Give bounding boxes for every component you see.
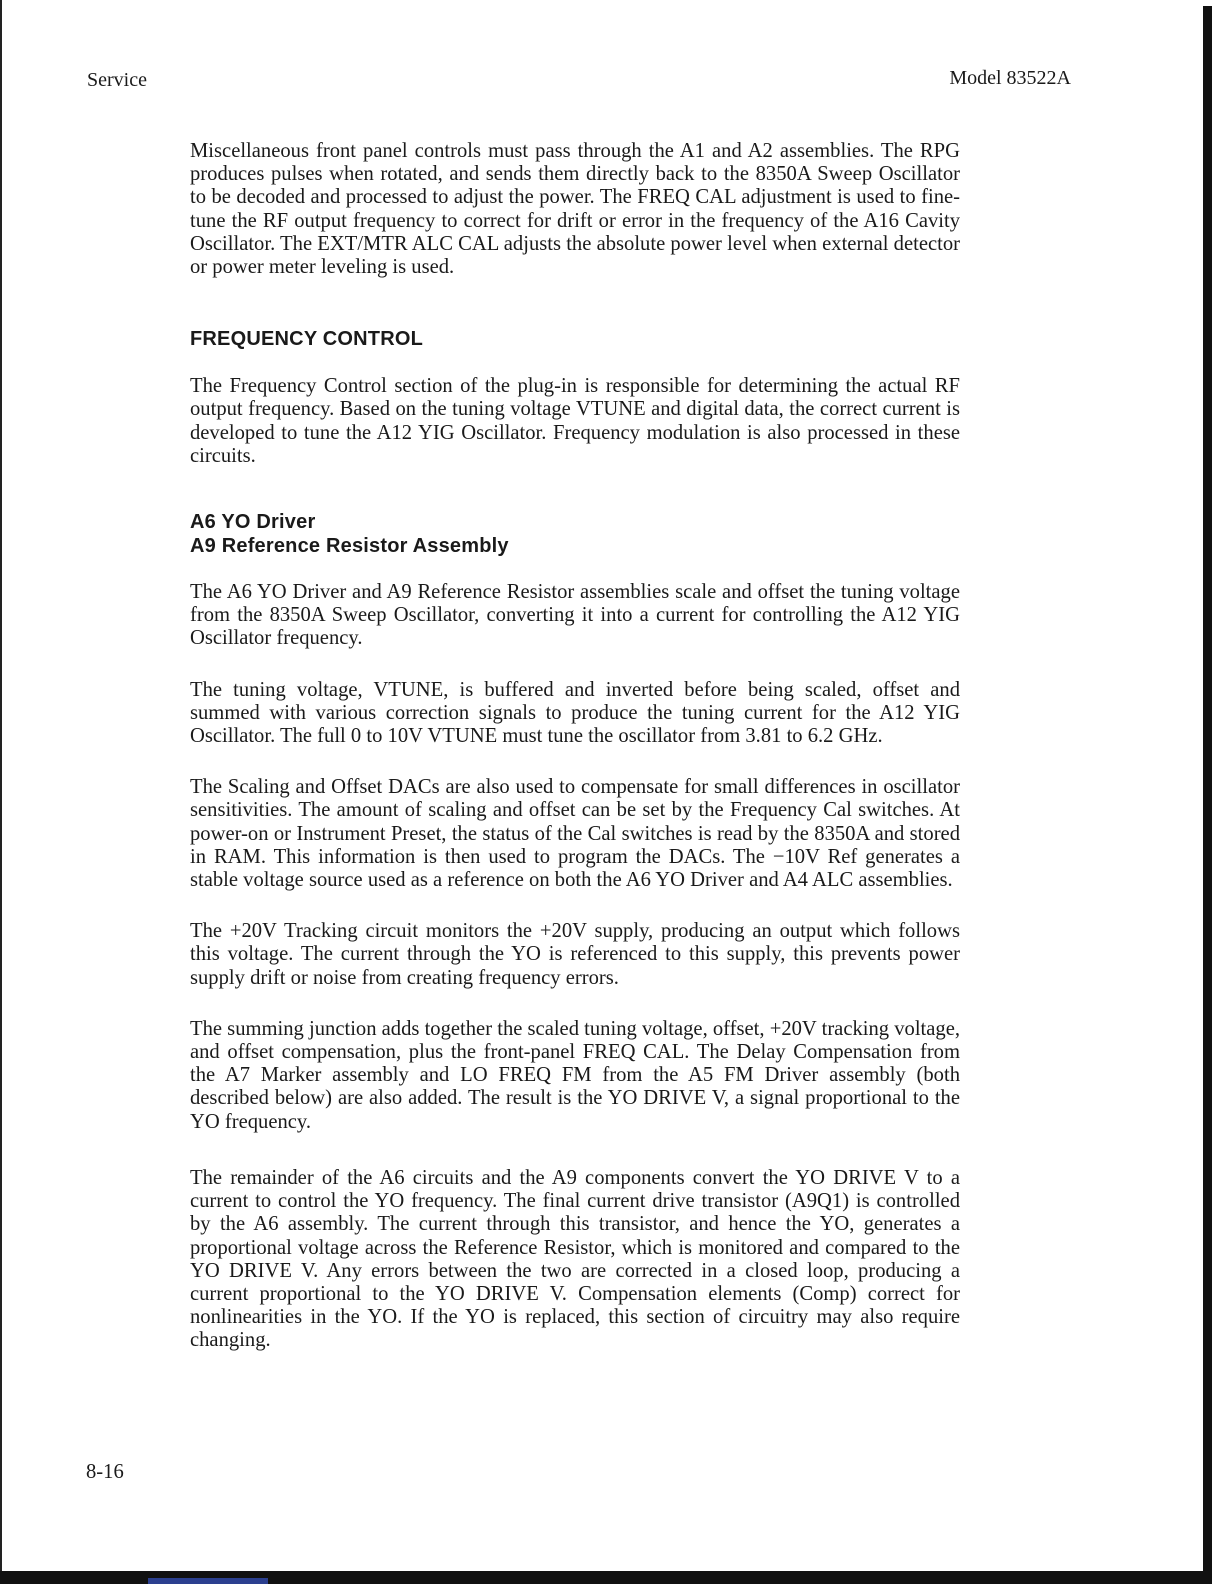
yo-driver-paragraph-2: The tuning voltage, VTUNE, is buffered and inverted before being scaled, offset and summed with various correction signals to produce the tuning current for the A12 YIG Oscillator. The full 0 to 10V VTUNE must tune the oscillator from 3.81 to 6.2 GHz.: [190, 678, 960, 748]
running-header-section: Service: [87, 69, 147, 91]
left-border-line: [0, 0, 2, 1584]
yo-driver-paragraph-4: The +20V Tracking circuit monitors the +20V supply, producing an output which follows this voltage. The current through the YO is referenced to this supply, this prevents power supply drift or noise from creating frequency errors.: [190, 920, 960, 989]
page-number: 8-16: [86, 1461, 124, 1483]
page-body: [190, 140, 960, 1353]
right-border-bar: [1203, 6, 1212, 1584]
yo-driver-paragraph-6: The remainder of the A6 circuits and the A9 components convert the YO DRIVE V to a current to control the YO frequency. The final current drive transistor (A9Q1) is controlled by the A6 assembly. The current through this transistor, and hence the YO, generates a proportional voltage across the Reference Resistor, which is monitored and compared to the YO DRIVE V. Any errors between the two are corrected in a closed loop, producing a current proportional to the YO DRIVE V. Compensation elements (Comp) correct for nonlinearities in the YO. If the YO is replaced, this section of circuitry may also require changing.: [190, 1166, 960, 1352]
reference-resistor-heading: A9 Reference Resistor Assembly: [190, 535, 509, 558]
yo-driver-heading: A6 YO Driver: [190, 511, 316, 534]
yo-driver-paragraph-5: The summing junction adds together the scaled tuning voltage, offset, +20V tracking voltage, and offset compensation, plus the front-panel FREQ CAL. The Delay Compensation from the A7 Marker assembly and LO FREQ FM from the A5 FM Driver assembly (both described below) are also added. The result is the YO DRIVE V, a signal proportional to the YO frequency.: [190, 1017, 960, 1133]
frequency-control-paragraph: The Frequency Control section of the plug-in is responsible for determining the actual RF output frequency. Based on the tuning voltage VTUNE and digital data, the correct current is developed to tune the A12 YIG Oscillator. Frequency modulation is also processed in these circuits.: [190, 375, 960, 467]
yo-driver-paragraph-1: The A6 YO Driver and A9 Reference Resistor assemblies scale and offset the tuning voltage from the 8350A Sweep Oscillator, converting it into a current for controlling the A12 YIG Oscillator frequency.: [190, 581, 960, 650]
bottom-border-accent: [148, 1578, 268, 1584]
intro-paragraph: Miscellaneous front panel controls must pass through the A1 and A2 assemblies. The RPG produces pulses when rotated, and sends them directly back to the 8350A Sweep Oscillator to be decoded and processed to adjust the power. The FREQ CAL adjustment is used to fine-tune the RF output frequency to correct for drift or error in the frequency of the A16 Cavity Oscillator. The EXT/MTR ALC CAL adjusts the absolute power level when external detector or power meter leveling is used.: [190, 140, 960, 279]
running-header-model: Model 83522A: [949, 67, 1071, 89]
yo-driver-paragraph-3: The Scaling and Offset DACs are also used to compensate for small differences in oscillator sensitivities. The amount of scaling and offset can be set by the Frequency Cal switches. At power-on or Instrument Preset, the status of the Cal switches is read by the 8350A and stored in RAM. This information is then used to program the DACs. The −10V Ref generates a stable voltage source used as a reference on both the A6 YO Driver and A4 ALC assemblies.: [190, 776, 960, 892]
frequency-control-heading: FREQUENCY CONTROL: [190, 328, 424, 351]
